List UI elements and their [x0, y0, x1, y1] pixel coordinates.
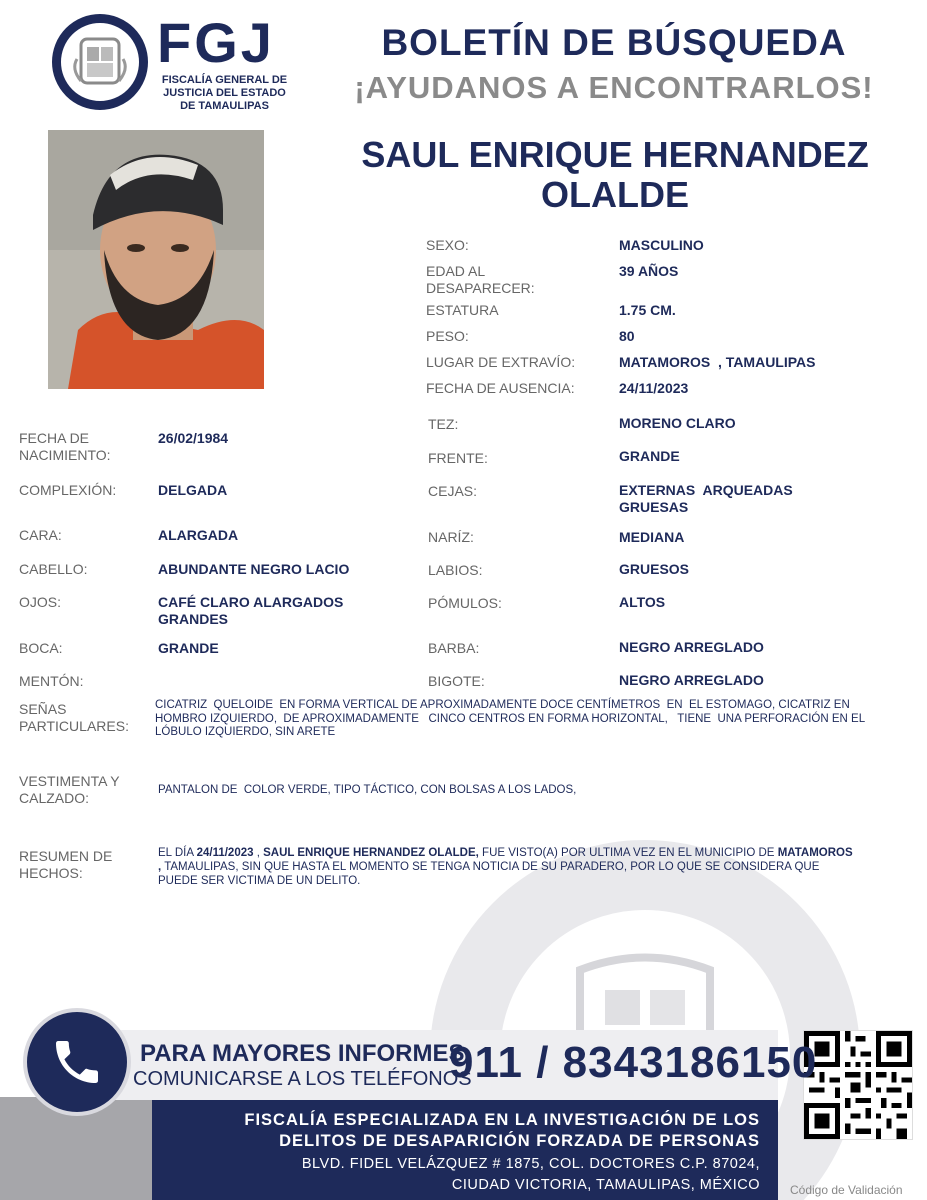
detail-label: NARÍZ: [428, 529, 474, 545]
senas-value: CICATRIZ QUELOIDE EN FORMA VERTICAL DE APROXIMADAMENTE DOCE CENTÍMETROS EN EL ESTOMAGO, CICATRIZ EN HOMBRO IZQUIERDO, DE APROXIMADAMENTE CINCO CENTROS EN FORMA HORIZONTAL, TIENE UNA PERFORACIÓN EN EL LÓBULO IZQUIERDO, SIN ARETE [155, 699, 868, 738]
detail-label: FECHA DE AUSENCIA: [426, 380, 575, 396]
missing-person-name: SAUL ENRIQUE HERNANDEZ OLALDE [361, 134, 869, 215]
detail-label: MENTÓN: [19, 673, 84, 689]
address-line-1: BLVD. FIDEL VELÁZQUEZ # 1875, COL. DOCTORES C.P. 87024, [301, 1156, 760, 1172]
contact-heading: PARA MAYORES INFORMES, [140, 1040, 472, 1067]
detail-value: 26/02/1984 [158, 430, 229, 446]
resumen-text: FUE VISTO(A) POR ULTIMA VEZ EN EL MUNICIPIO DE [478, 847, 778, 859]
detail-value: MASCULINO [619, 237, 704, 253]
senas-label: SEÑAS PARTICULARES: [19, 701, 129, 734]
fiscalia-address [160, 1154, 760, 1196]
detail-value: DELGADA [158, 482, 228, 498]
detail-value: 24/11/2023 [619, 380, 689, 396]
resumen-municipio: MATAMOROS , [158, 847, 856, 873]
detail-label: FECHA DE NACIMIENTO: [19, 430, 111, 463]
fiscalia-line-2: DELITOS DE DESAPARICIÓN FORZADA DE PERSONAS [279, 1132, 760, 1150]
vestimenta-label: VESTIMENTA Y CALZADO: [19, 773, 120, 806]
resumen-value [158, 846, 858, 888]
detail-value: MORENO CLARO [619, 415, 736, 431]
detail-label: SEXO: [426, 237, 469, 253]
detail-label: CARA: [19, 527, 62, 543]
phone-icon [23, 1008, 131, 1116]
resumen-text: TAMAULIPAS, SIN QUE HASTA EL MOMENTO SE TENGA NOTICIA DE SU PARADERO, POR LO QUE SE CONSIDERA QUE PUEDE SER VICTIMA DE UN DELITO. [158, 861, 823, 887]
detail-value: ALTOS [619, 594, 666, 610]
detail-value: GRUESOS [619, 561, 690, 577]
detail-label: ESTATURA [426, 302, 499, 318]
resumen-name: SAUL ENRIQUE HERNANDEZ OLALDE, [263, 847, 479, 859]
missing-person-photo [48, 130, 264, 389]
address-line-2: CIUDAD VICTORIA, TAMAULIPAS, MÉXICO [451, 1177, 760, 1193]
detail-label: BARBA: [428, 640, 480, 656]
detail-value: 39 AÑOS [619, 263, 679, 279]
detail-value: GRANDE [158, 640, 219, 656]
contact-subheading: COMUNICARSE A LOS TELÉFONOS [133, 1068, 472, 1090]
detail-label: EDAD AL DESAPARECER: [426, 263, 535, 296]
vestimenta-value: PANTALON DE COLOR VERDE, TIPO TÁCTICO, CON BOLSAS A LOS LADOS, [158, 784, 577, 796]
resumen-date: 24/11/2023 [196, 847, 254, 859]
fiscalia-name [160, 1110, 760, 1152]
detail-value: ABUNDANTE NEGRO LACIO [158, 561, 350, 577]
detail-label: PÓMULOS: [428, 595, 502, 611]
detail-label: LUGAR DE EXTRAVÍO: [426, 354, 576, 370]
detail-label: BIGOTE: [428, 673, 485, 689]
detail-value: NEGRO ARREGLADO [619, 639, 764, 655]
detail-label: OJOS: [19, 594, 62, 610]
detail-value: 80 [619, 328, 635, 344]
detail-value: EXTERNAS ARQUEADAS GRUESAS [619, 482, 797, 515]
state-seal-icon [67, 29, 133, 95]
detail-label: COMPLEXIÓN: [19, 482, 117, 498]
detail-value: MATAMOROS , TAMAULIPAS [619, 354, 816, 370]
detail-label: BOCA: [19, 640, 63, 656]
detail-value: NEGRO ARREGLADO [619, 672, 764, 688]
detail-value: 1.75 CM. [619, 302, 676, 318]
detail-value: ALARGADA [158, 527, 239, 543]
contact-phone-numbers[interactable]: 911 / 8343186150 [449, 1038, 818, 1087]
bulletin-subtitle: ¡AYUDANOS A ENCONTRARLOS! [354, 70, 874, 105]
resumen-text: , [253, 847, 264, 859]
fgj-logo-subtitle: FISCALÍA GENERAL DE JUSTICIA DEL ESTADO DE TAMAULIPAS [161, 74, 288, 112]
resumen-text: EL DÍA [158, 847, 197, 859]
detail-value: MEDIANA [619, 529, 685, 545]
resumen-label: RESUMEN DE HECHOS: [19, 848, 113, 881]
validation-qr-code[interactable] [803, 1030, 913, 1140]
detail-label: LABIOS: [428, 562, 483, 578]
detail-value: CAFÉ CLARO ALARGADOS GRANDES [158, 594, 344, 627]
fgj-logo-text: FGJ [157, 11, 275, 74]
detail-label: CEJAS: [428, 483, 478, 499]
detail-label: PESO: [426, 328, 469, 344]
detail-label: TEZ: [428, 416, 459, 432]
qr-caption: Código de Validación [790, 1183, 903, 1197]
fiscalia-line-1: FISCALÍA ESPECIALIZADA EN LA INVESTIGACIÓN DE LOS [244, 1111, 760, 1129]
bulletin-title: BOLETÍN DE BÚSQUEDA [381, 22, 847, 63]
detail-label: CABELLO: [19, 561, 88, 577]
fgj-seal-logo [52, 14, 148, 110]
detail-value: GRANDE [619, 448, 680, 464]
detail-label: FRENTE: [428, 450, 488, 466]
